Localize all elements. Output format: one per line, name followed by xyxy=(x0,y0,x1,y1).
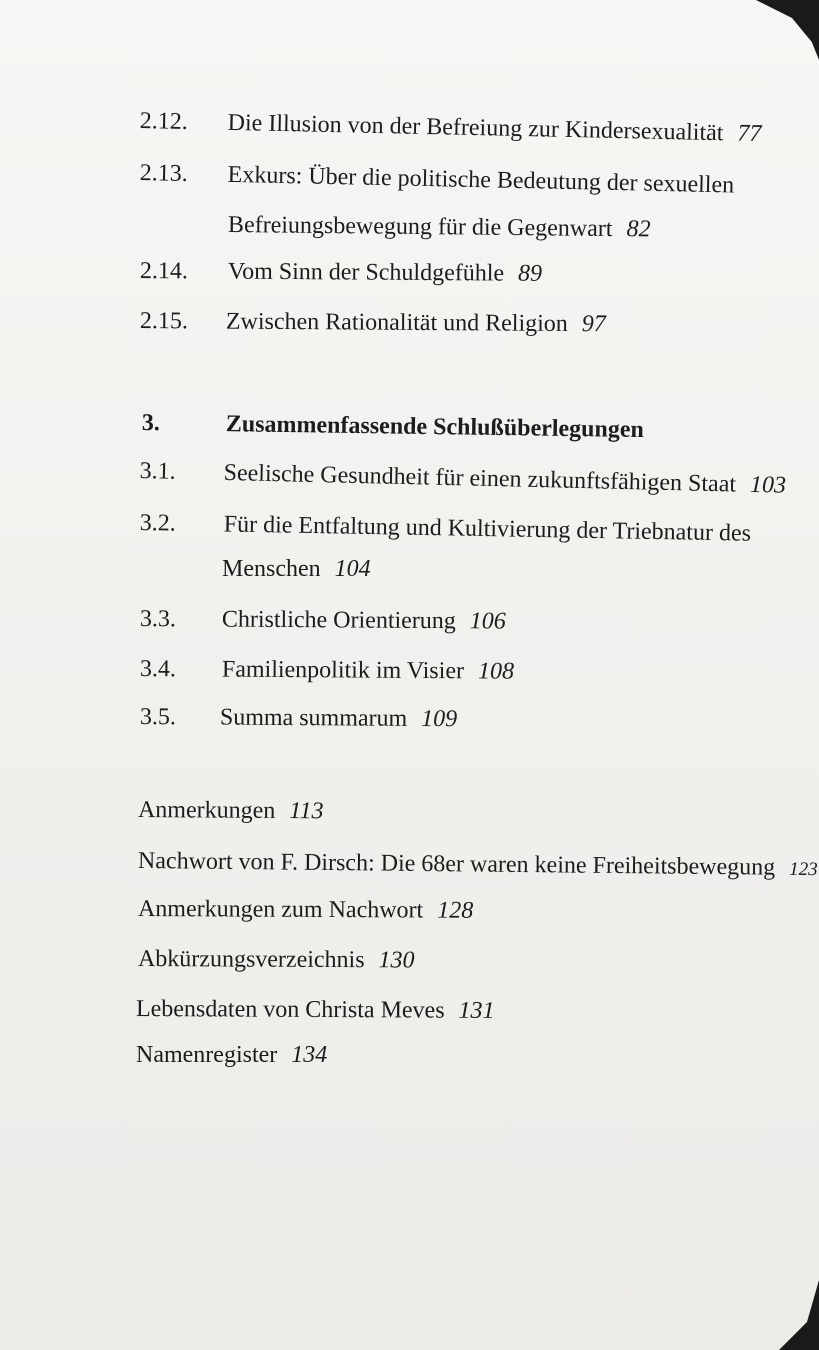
entry-title xyxy=(226,309,606,339)
entry-page-number: 103 xyxy=(749,471,787,499)
toc-entry-continuation[interactable] xyxy=(228,212,651,243)
entry-title-text: Seelische Gesundheit für einen zukunftsfähigen Staat xyxy=(223,459,737,498)
entry-title-line1: Für die Entfaltung und Kultivierung der Triebnatur des xyxy=(223,511,752,547)
back-matter-entry[interactable] xyxy=(136,996,495,1025)
entry-page-number: 123 xyxy=(789,858,818,881)
entry-title: Abkürzungsverzeichnis xyxy=(137,946,365,974)
page-corner-shadow xyxy=(779,1280,819,1350)
entry-title-text: Christliche Orientierung xyxy=(221,606,456,635)
chapter-number: 3. xyxy=(141,410,160,437)
entry-title-text: Vom Sinn der Schuldgefühle xyxy=(227,258,505,287)
entry-title: Namenregister xyxy=(136,1042,278,1068)
entry-page-number: 130 xyxy=(378,947,415,974)
entry-page-number: 131 xyxy=(458,997,495,1024)
back-matter-entry[interactable] xyxy=(138,848,818,882)
entry-title xyxy=(228,259,542,288)
entry-page-number: 77 xyxy=(737,120,762,148)
entry-page-number: 89 xyxy=(518,260,543,287)
entry-title-line1: Exkurs: Über die politische Bedeutung der sexuellen xyxy=(227,161,735,199)
entry-number: 2.14. xyxy=(139,258,188,285)
entry-title-line2: Menschen xyxy=(222,556,321,582)
entry-page-number: 134 xyxy=(291,1042,328,1068)
entry-title: Lebensdaten von Christa Meves xyxy=(135,996,445,1024)
entry-page-number: 97 xyxy=(581,311,606,338)
entry-title xyxy=(220,705,458,734)
entry-title xyxy=(222,657,514,686)
entry-title: Anmerkungen xyxy=(137,797,276,824)
back-matter-entry[interactable] xyxy=(136,1042,327,1069)
entry-number: 3.2. xyxy=(139,510,176,537)
entry-number: 2.15. xyxy=(139,308,188,335)
entry-number: 3.1. xyxy=(139,458,176,485)
entry-number: 3.5. xyxy=(139,704,176,731)
entry-number: 3.4. xyxy=(139,656,176,683)
entry-page-number: 109 xyxy=(421,705,458,733)
entry-page-number: 106 xyxy=(469,608,506,635)
back-matter-entry[interactable] xyxy=(138,896,473,925)
entry-title: Nachwort von F. Dirsch: Die 68er waren keine Freiheitsbewegung xyxy=(137,848,776,881)
entry-title xyxy=(222,607,506,636)
back-matter-entry[interactable] xyxy=(138,946,415,974)
entry-page-number: 128 xyxy=(437,897,474,924)
chapter-title: Zusammenfassende Schlußüberlegungen xyxy=(225,411,645,444)
entry-page-number: 82 xyxy=(626,216,651,243)
entry-title-text: Zwischen Rationalität und Religion xyxy=(225,308,568,337)
entry-number: 3.3. xyxy=(139,606,176,633)
entry-title-text: Familienpolitik im Visier xyxy=(221,656,465,685)
entry-number: 2.13. xyxy=(139,160,188,187)
entry-title: Anmerkungen zum Nachwort xyxy=(137,896,424,924)
entry-page-number: 104 xyxy=(334,556,371,582)
toc-entry-continuation[interactable] xyxy=(222,556,371,583)
entry-title xyxy=(227,110,761,148)
entry-title xyxy=(223,460,786,500)
entry-page-number: 113 xyxy=(289,798,324,825)
entry-page-number: 108 xyxy=(477,658,515,685)
entry-title-text: Die Illusion von der Befreiung zur Kindersexualität xyxy=(227,109,724,147)
entry-title-line2: Befreiungsbewegung für die Gegenwart xyxy=(227,212,613,243)
entry-number: 2.12. xyxy=(139,108,188,135)
entry-title-text: Summa summarum xyxy=(219,704,408,732)
back-matter-entry[interactable] xyxy=(138,797,324,825)
page-corner-shadow xyxy=(729,0,819,60)
